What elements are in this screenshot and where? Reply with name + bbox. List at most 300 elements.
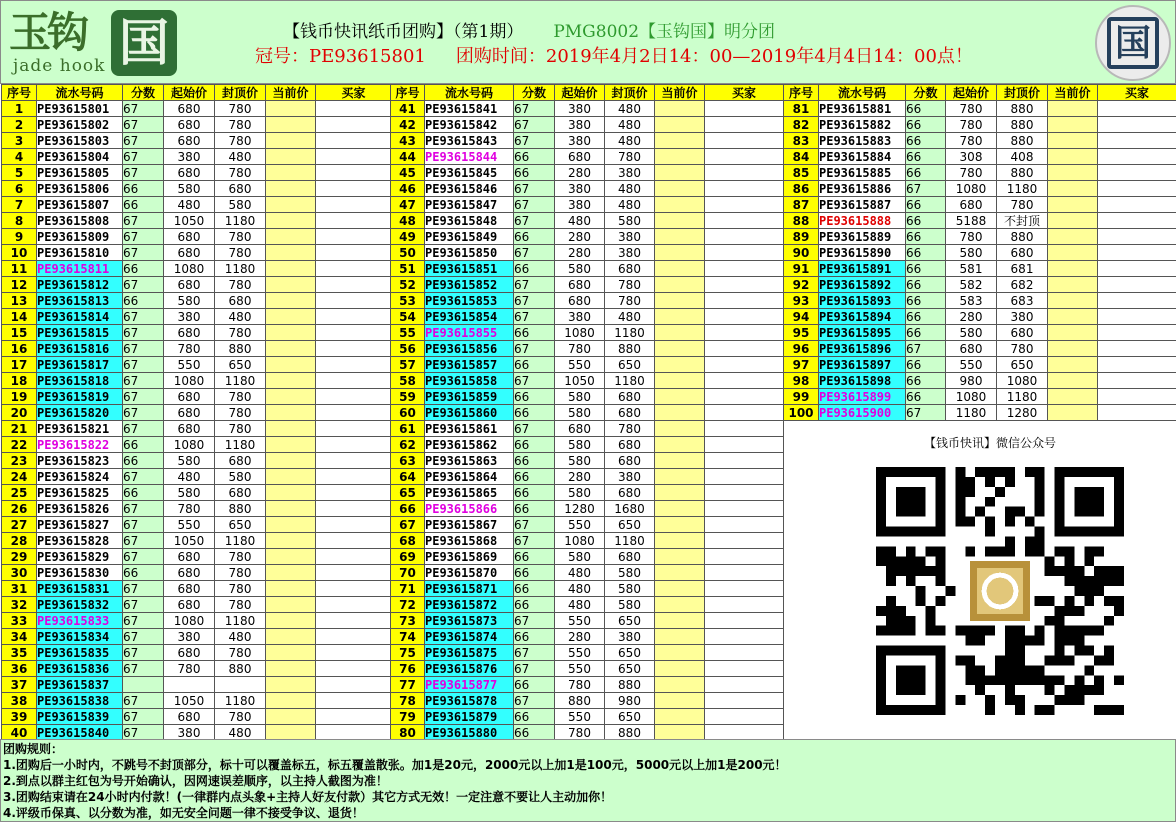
row-buyer[interactable] bbox=[316, 341, 392, 357]
row-current-price[interactable] bbox=[655, 389, 705, 405]
row-current-price[interactable] bbox=[1048, 229, 1098, 245]
row-start-price: 680 bbox=[164, 405, 215, 421]
row-current-price[interactable] bbox=[266, 597, 316, 613]
row-current-price[interactable] bbox=[655, 501, 705, 517]
row-buyer[interactable] bbox=[1098, 117, 1176, 133]
table-row bbox=[2, 597, 392, 613]
row-buyer[interactable] bbox=[705, 165, 784, 181]
row-buyer[interactable] bbox=[705, 709, 784, 725]
row-buyer[interactable] bbox=[705, 613, 784, 629]
row-score: 67 bbox=[514, 693, 555, 709]
row-buyer[interactable] bbox=[705, 293, 784, 309]
row-current-price[interactable] bbox=[655, 533, 705, 549]
row-current-price[interactable] bbox=[1048, 309, 1098, 325]
row-current-price[interactable] bbox=[655, 437, 705, 453]
row-serial: PE93615885 bbox=[819, 165, 906, 181]
row-cap-price: 480 bbox=[215, 629, 266, 645]
row-buyer[interactable] bbox=[705, 597, 784, 613]
row-current-price[interactable] bbox=[1048, 389, 1098, 405]
row-serial: PE93615862 bbox=[425, 437, 514, 453]
row-current-price[interactable] bbox=[1048, 133, 1098, 149]
row-buyer[interactable] bbox=[316, 309, 392, 325]
row-buyer[interactable] bbox=[316, 485, 392, 501]
row-start-price: 380 bbox=[164, 725, 215, 741]
row-buyer[interactable] bbox=[705, 453, 784, 469]
table-row bbox=[2, 181, 392, 197]
row-buyer[interactable] bbox=[705, 101, 784, 117]
row-buyer[interactable] bbox=[1098, 133, 1176, 149]
row-cap-price: 1180 bbox=[605, 533, 655, 549]
row-current-price[interactable] bbox=[266, 197, 316, 213]
row-current-price[interactable] bbox=[655, 549, 705, 565]
row-cap-price: 680 bbox=[605, 261, 655, 277]
table-row bbox=[784, 357, 1176, 373]
row-current-price[interactable] bbox=[266, 501, 316, 517]
row-start-price: 680 bbox=[946, 197, 997, 213]
listing-table-1 bbox=[1, 84, 392, 741]
table-row bbox=[391, 661, 784, 677]
table-row bbox=[391, 261, 784, 277]
row-buyer[interactable] bbox=[705, 325, 784, 341]
row-buyer[interactable] bbox=[316, 405, 392, 421]
row-seq: 22 bbox=[2, 437, 37, 453]
row-current-price[interactable] bbox=[655, 133, 705, 149]
row-buyer[interactable] bbox=[705, 181, 784, 197]
row-start-price: 380 bbox=[164, 149, 215, 165]
row-score: 67 bbox=[123, 469, 164, 485]
row-seq: 78 bbox=[391, 693, 425, 709]
row-cap-price: 580 bbox=[605, 597, 655, 613]
row-start-price: 780 bbox=[946, 229, 997, 245]
row-score: 66 bbox=[514, 437, 555, 453]
row-buyer[interactable] bbox=[705, 693, 784, 709]
row-cap-price bbox=[215, 677, 266, 693]
row-current-price[interactable] bbox=[266, 421, 316, 437]
row-current-price[interactable] bbox=[655, 629, 705, 645]
row-buyer[interactable] bbox=[316, 117, 392, 133]
row-buyer[interactable] bbox=[316, 181, 392, 197]
row-start-price: 780 bbox=[555, 725, 605, 741]
row-buyer[interactable] bbox=[705, 565, 784, 581]
row-current-price[interactable] bbox=[655, 245, 705, 261]
table-row bbox=[2, 389, 392, 405]
row-current-price[interactable] bbox=[266, 277, 316, 293]
row-serial: PE93615813 bbox=[37, 293, 123, 309]
header-score: 分数 bbox=[514, 85, 555, 101]
row-seq: 37 bbox=[2, 677, 37, 693]
row-current-price[interactable] bbox=[655, 149, 705, 165]
row-buyer[interactable] bbox=[1098, 357, 1176, 373]
row-serial: PE93615858 bbox=[425, 373, 514, 389]
row-buyer[interactable] bbox=[316, 661, 392, 677]
row-buyer[interactable] bbox=[316, 533, 392, 549]
row-buyer[interactable] bbox=[705, 645, 784, 661]
row-buyer[interactable] bbox=[705, 133, 784, 149]
row-buyer[interactable] bbox=[705, 421, 784, 437]
row-buyer[interactable] bbox=[705, 341, 784, 357]
row-buyer[interactable] bbox=[316, 565, 392, 581]
row-current-price[interactable] bbox=[266, 117, 316, 133]
row-buyer[interactable] bbox=[705, 533, 784, 549]
row-current-price[interactable] bbox=[266, 709, 316, 725]
row-score: 67 bbox=[123, 325, 164, 341]
row-serial: PE93615806 bbox=[37, 181, 123, 197]
row-score: 66 bbox=[123, 181, 164, 197]
row-score: 67 bbox=[123, 613, 164, 629]
row-buyer[interactable] bbox=[316, 501, 392, 517]
row-current-price[interactable] bbox=[1048, 181, 1098, 197]
row-current-price[interactable] bbox=[655, 677, 705, 693]
table-row bbox=[2, 421, 392, 437]
row-serial: PE93615805 bbox=[37, 165, 123, 181]
row-current-price[interactable] bbox=[655, 293, 705, 309]
row-current-price[interactable] bbox=[655, 213, 705, 229]
row-buyer[interactable] bbox=[705, 405, 784, 421]
row-current-price[interactable] bbox=[655, 357, 705, 373]
row-serial: PE93615890 bbox=[819, 245, 906, 261]
row-serial: PE93615826 bbox=[37, 501, 123, 517]
row-current-price[interactable] bbox=[266, 405, 316, 421]
row-seq: 53 bbox=[391, 293, 425, 309]
row-current-price[interactable] bbox=[1048, 325, 1098, 341]
table-row bbox=[2, 149, 392, 165]
row-buyer[interactable] bbox=[1098, 101, 1176, 117]
wechat-account-label: 【钱币快讯】微信公众号 bbox=[923, 436, 1056, 450]
row-buyer[interactable] bbox=[316, 133, 392, 149]
row-buyer[interactable] bbox=[705, 261, 784, 277]
row-current-price[interactable] bbox=[655, 405, 705, 421]
row-buyer[interactable] bbox=[316, 277, 392, 293]
row-current-price[interactable] bbox=[266, 133, 316, 149]
row-buyer[interactable] bbox=[316, 293, 392, 309]
row-seq: 59 bbox=[391, 389, 425, 405]
row-serial: PE93615834 bbox=[37, 629, 123, 645]
row-seq: 33 bbox=[2, 613, 37, 629]
row-current-price[interactable] bbox=[655, 661, 705, 677]
row-current-price[interactable] bbox=[655, 597, 705, 613]
row-current-price[interactable] bbox=[1048, 117, 1098, 133]
row-current-price[interactable] bbox=[655, 117, 705, 133]
row-current-price[interactable] bbox=[266, 693, 316, 709]
row-score: 66 bbox=[123, 437, 164, 453]
row-start-price: 280 bbox=[555, 229, 605, 245]
row-buyer[interactable] bbox=[316, 597, 392, 613]
row-current-price[interactable] bbox=[266, 341, 316, 357]
row-current-price[interactable] bbox=[266, 325, 316, 341]
row-current-price[interactable] bbox=[655, 373, 705, 389]
row-buyer[interactable] bbox=[705, 677, 784, 693]
row-current-price[interactable] bbox=[655, 261, 705, 277]
row-buyer[interactable] bbox=[705, 373, 784, 389]
row-buyer[interactable] bbox=[316, 245, 392, 261]
row-current-price[interactable] bbox=[1048, 357, 1098, 373]
row-start-price: 580 bbox=[555, 405, 605, 421]
row-start-price: 583 bbox=[946, 293, 997, 309]
row-serial: PE93615825 bbox=[37, 485, 123, 501]
row-cap-price: 780 bbox=[215, 405, 266, 421]
row-start-price: 1080 bbox=[164, 613, 215, 629]
row-current-price[interactable] bbox=[655, 421, 705, 437]
row-seq: 44 bbox=[391, 149, 425, 165]
header-start-price: 起始价 bbox=[555, 85, 605, 101]
row-current-price[interactable] bbox=[655, 341, 705, 357]
row-cap-price: 880 bbox=[605, 677, 655, 693]
row-current-price[interactable] bbox=[266, 533, 316, 549]
row-current-price[interactable] bbox=[655, 613, 705, 629]
row-serial: PE93615854 bbox=[425, 309, 514, 325]
row-buyer[interactable] bbox=[316, 373, 392, 389]
row-start-price: 581 bbox=[946, 261, 997, 277]
row-current-price[interactable] bbox=[655, 165, 705, 181]
row-current-price[interactable] bbox=[655, 709, 705, 725]
row-current-price[interactable] bbox=[266, 661, 316, 677]
row-buyer[interactable] bbox=[1098, 405, 1176, 421]
row-buyer[interactable] bbox=[1098, 373, 1176, 389]
row-current-price[interactable] bbox=[655, 565, 705, 581]
row-start-price: 380 bbox=[555, 133, 605, 149]
row-current-price[interactable] bbox=[266, 181, 316, 197]
row-serial: PE93615898 bbox=[819, 373, 906, 389]
row-buyer[interactable] bbox=[316, 197, 392, 213]
table-row bbox=[2, 453, 392, 469]
row-cap-price: 480 bbox=[605, 101, 655, 117]
row-seq: 86 bbox=[784, 181, 819, 197]
row-current-price[interactable] bbox=[266, 629, 316, 645]
row-current-price[interactable] bbox=[1048, 165, 1098, 181]
row-current-price[interactable] bbox=[266, 245, 316, 261]
row-start-price: 680 bbox=[164, 133, 215, 149]
row-buyer[interactable] bbox=[705, 501, 784, 517]
row-current-price[interactable] bbox=[655, 645, 705, 661]
row-current-price[interactable] bbox=[1048, 293, 1098, 309]
row-current-price[interactable] bbox=[266, 613, 316, 629]
row-score: 67 bbox=[123, 517, 164, 533]
row-current-price[interactable] bbox=[266, 645, 316, 661]
row-buyer[interactable] bbox=[316, 629, 392, 645]
row-start-price: 582 bbox=[946, 277, 997, 293]
row-current-price[interactable] bbox=[655, 485, 705, 501]
row-buyer[interactable] bbox=[316, 517, 392, 533]
row-buyer[interactable] bbox=[705, 581, 784, 597]
row-current-price[interactable] bbox=[266, 229, 316, 245]
row-seq: 91 bbox=[784, 261, 819, 277]
row-buyer[interactable] bbox=[1098, 341, 1176, 357]
row-current-price[interactable] bbox=[266, 357, 316, 373]
row-buyer[interactable] bbox=[1098, 389, 1176, 405]
row-buyer[interactable] bbox=[316, 325, 392, 341]
row-current-price[interactable] bbox=[655, 101, 705, 117]
row-current-price[interactable] bbox=[655, 229, 705, 245]
table-row bbox=[391, 101, 784, 117]
row-buyer[interactable] bbox=[705, 485, 784, 501]
row-current-price[interactable] bbox=[266, 293, 316, 309]
row-cap-price: 480 bbox=[215, 149, 266, 165]
row-current-price[interactable] bbox=[655, 469, 705, 485]
row-current-price[interactable] bbox=[1048, 245, 1098, 261]
row-start-price: 680 bbox=[164, 549, 215, 565]
row-current-price[interactable] bbox=[266, 565, 316, 581]
row-current-price[interactable] bbox=[266, 581, 316, 597]
row-buyer[interactable] bbox=[1098, 277, 1176, 293]
row-current-price[interactable] bbox=[655, 277, 705, 293]
row-buyer[interactable] bbox=[316, 261, 392, 277]
row-current-price[interactable] bbox=[1048, 341, 1098, 357]
row-score: 67 bbox=[514, 309, 555, 325]
row-current-price[interactable] bbox=[266, 389, 316, 405]
row-buyer[interactable] bbox=[316, 229, 392, 245]
row-start-price: 680 bbox=[164, 597, 215, 613]
row-current-price[interactable] bbox=[1048, 197, 1098, 213]
row-buyer[interactable] bbox=[1098, 181, 1176, 197]
row-current-price[interactable] bbox=[266, 309, 316, 325]
row-serial: PE93615843 bbox=[425, 133, 514, 149]
row-buyer[interactable] bbox=[705, 117, 784, 133]
row-cap-price: 580 bbox=[605, 565, 655, 581]
row-current-price[interactable] bbox=[266, 437, 316, 453]
row-buyer[interactable] bbox=[316, 165, 392, 181]
row-current-price[interactable] bbox=[266, 373, 316, 389]
row-seq: 12 bbox=[2, 277, 37, 293]
row-buyer[interactable] bbox=[316, 149, 392, 165]
row-current-price[interactable] bbox=[1048, 213, 1098, 229]
row-cap-price: 680 bbox=[215, 293, 266, 309]
row-current-price[interactable] bbox=[266, 213, 316, 229]
row-buyer[interactable] bbox=[705, 245, 784, 261]
row-buyer[interactable] bbox=[705, 469, 784, 485]
row-buyer[interactable] bbox=[705, 309, 784, 325]
row-start-price: 380 bbox=[555, 309, 605, 325]
row-buyer[interactable] bbox=[316, 613, 392, 629]
row-current-price[interactable] bbox=[655, 325, 705, 341]
row-current-price[interactable] bbox=[655, 181, 705, 197]
row-current-price[interactable] bbox=[655, 517, 705, 533]
row-buyer[interactable] bbox=[705, 197, 784, 213]
row-current-price[interactable] bbox=[266, 677, 316, 693]
row-current-price[interactable] bbox=[1048, 101, 1098, 117]
row-buyer[interactable] bbox=[316, 709, 392, 725]
row-buyer[interactable] bbox=[705, 389, 784, 405]
table-row bbox=[784, 373, 1176, 389]
row-buyer[interactable] bbox=[316, 581, 392, 597]
row-cap-price: 780 bbox=[215, 245, 266, 261]
row-buyer[interactable] bbox=[705, 661, 784, 677]
row-current-price[interactable] bbox=[655, 197, 705, 213]
row-buyer[interactable] bbox=[1098, 293, 1176, 309]
header-seq: 序号 bbox=[391, 85, 425, 101]
table-row bbox=[784, 181, 1176, 197]
row-current-price[interactable] bbox=[1048, 261, 1098, 277]
row-buyer[interactable] bbox=[316, 677, 392, 693]
rule-item: 4.评级币保真、以分数为准，如无安全问题一律不接受争议、退货！ bbox=[3, 806, 364, 820]
row-current-price[interactable] bbox=[266, 549, 316, 565]
row-current-price[interactable] bbox=[266, 453, 316, 469]
row-current-price[interactable] bbox=[266, 101, 316, 117]
row-buyer[interactable] bbox=[1098, 325, 1176, 341]
row-buyer[interactable] bbox=[1098, 197, 1176, 213]
row-current-price[interactable] bbox=[1048, 373, 1098, 389]
row-serial: PE93615829 bbox=[37, 549, 123, 565]
row-buyer[interactable] bbox=[316, 421, 392, 437]
row-buyer[interactable] bbox=[705, 549, 784, 565]
row-buyer[interactable] bbox=[705, 213, 784, 229]
row-seq: 64 bbox=[391, 469, 425, 485]
row-seq: 75 bbox=[391, 645, 425, 661]
row-buyer[interactable] bbox=[1098, 165, 1176, 181]
row-current-price[interactable] bbox=[266, 485, 316, 501]
row-buyer[interactable] bbox=[316, 453, 392, 469]
row-buyer[interactable] bbox=[705, 229, 784, 245]
row-buyer[interactable] bbox=[316, 213, 392, 229]
row-score: 67 bbox=[906, 341, 946, 357]
row-start-price: 480 bbox=[555, 597, 605, 613]
row-current-price[interactable] bbox=[655, 581, 705, 597]
row-buyer[interactable] bbox=[705, 629, 784, 645]
row-buyer[interactable] bbox=[705, 149, 784, 165]
row-serial: PE93615872 bbox=[425, 597, 514, 613]
row-cap-price: 408 bbox=[997, 149, 1048, 165]
row-serial: PE93615801 bbox=[37, 101, 123, 117]
row-current-price[interactable] bbox=[266, 517, 316, 533]
row-start-price: 680 bbox=[555, 421, 605, 437]
row-current-price[interactable] bbox=[1048, 149, 1098, 165]
row-current-price[interactable] bbox=[655, 309, 705, 325]
table-row bbox=[2, 405, 392, 421]
row-current-price[interactable] bbox=[266, 469, 316, 485]
row-buyer[interactable] bbox=[316, 389, 392, 405]
row-seq: 7 bbox=[2, 197, 37, 213]
row-buyer[interactable] bbox=[1098, 245, 1176, 261]
row-buyer[interactable] bbox=[316, 437, 392, 453]
row-buyer[interactable] bbox=[705, 517, 784, 533]
row-buyer[interactable] bbox=[1098, 213, 1176, 229]
row-cap-price: 780 bbox=[605, 421, 655, 437]
header-buyer: 买家 bbox=[316, 85, 392, 101]
row-buyer[interactable] bbox=[1098, 309, 1176, 325]
row-start-price: 780 bbox=[946, 165, 997, 181]
row-buyer[interactable] bbox=[1098, 149, 1176, 165]
row-start-price: 680 bbox=[164, 101, 215, 117]
row-buyer[interactable] bbox=[705, 437, 784, 453]
row-current-price[interactable] bbox=[1048, 277, 1098, 293]
row-current-price[interactable] bbox=[266, 261, 316, 277]
row-buyer[interactable] bbox=[316, 693, 392, 709]
table-row bbox=[391, 645, 784, 661]
row-cap-price: 780 bbox=[215, 101, 266, 117]
table-row bbox=[391, 693, 784, 709]
row-buyer[interactable] bbox=[705, 277, 784, 293]
row-buyer[interactable] bbox=[316, 549, 392, 565]
row-current-price[interactable] bbox=[266, 165, 316, 181]
row-score: 66 bbox=[514, 549, 555, 565]
row-buyer[interactable] bbox=[1098, 261, 1176, 277]
row-cap-price: 680 bbox=[997, 245, 1048, 261]
row-score: 67 bbox=[123, 117, 164, 133]
row-buyer[interactable] bbox=[316, 645, 392, 661]
row-current-price[interactable] bbox=[655, 693, 705, 709]
row-current-price[interactable] bbox=[1048, 405, 1098, 421]
logo-seal-icon: 国 bbox=[111, 10, 177, 76]
row-current-price[interactable] bbox=[655, 453, 705, 469]
row-cap-price: 380 bbox=[605, 245, 655, 261]
row-current-price[interactable] bbox=[266, 149, 316, 165]
table-row bbox=[784, 101, 1176, 117]
row-buyer[interactable] bbox=[316, 469, 392, 485]
row-serial: PE93615836 bbox=[37, 661, 123, 677]
row-buyer[interactable] bbox=[1098, 229, 1176, 245]
row-buyer[interactable] bbox=[316, 101, 392, 117]
row-buyer[interactable] bbox=[316, 357, 392, 373]
row-buyer[interactable] bbox=[705, 357, 784, 373]
